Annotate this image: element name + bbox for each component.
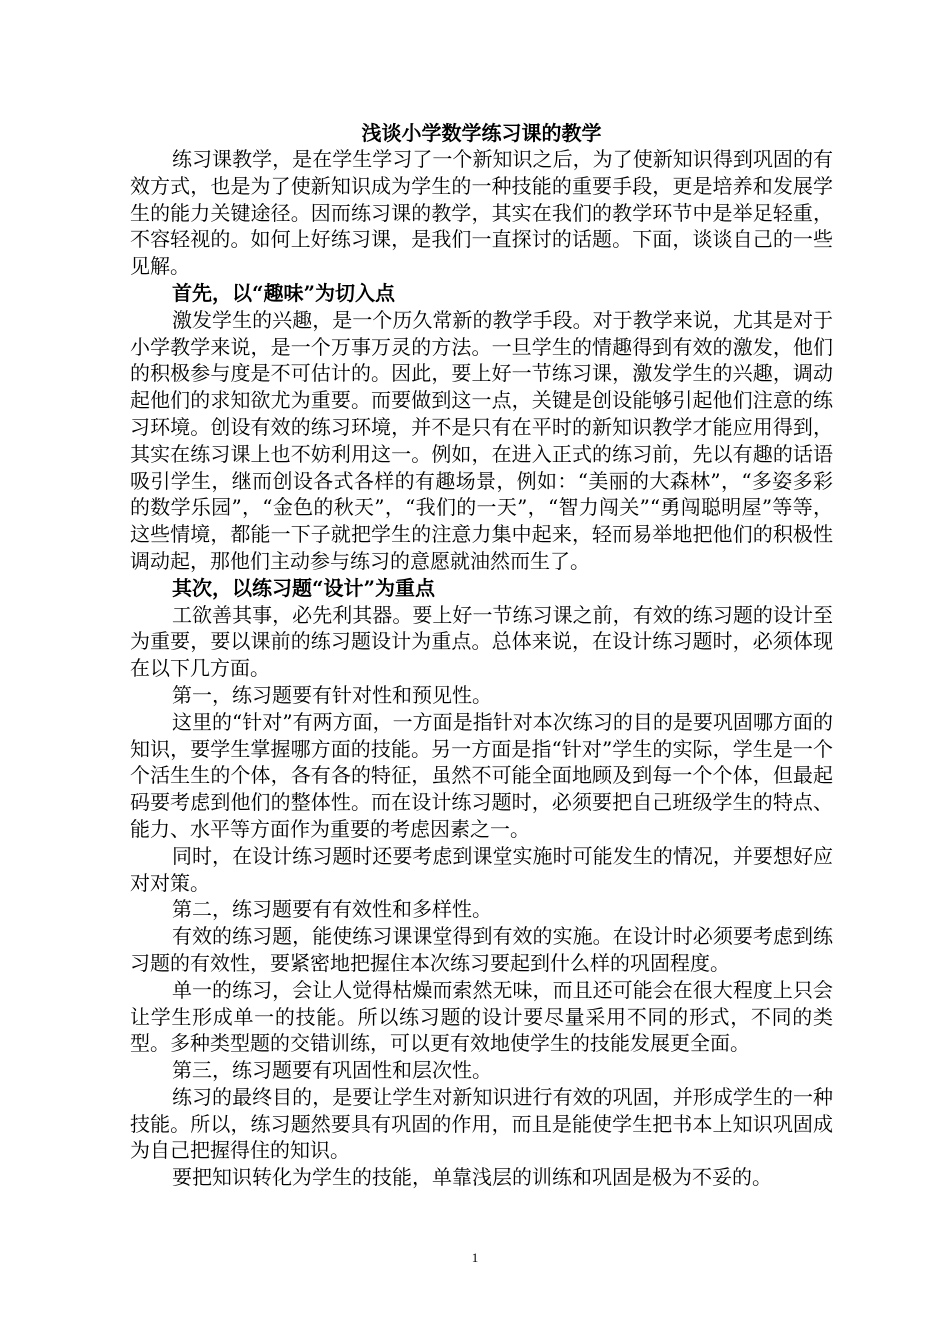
paragraph-variety: 单一的练习，会让人觉得枯燥而索然无味，而且还可能会在很大程度上只会让学生形成单一的技能。所以练习题的设计要尽量采用不同的形式，不同的类型。多种类型题的交错训练，可以更有效地使学生的技能发展更全面。: [130, 977, 833, 1056]
paragraph-point-two: 第二，练习题要有有效性和多样性。: [172, 897, 492, 922]
paragraph-effectiveness: 有效的练习题，能使练习课课堂得到有效的实施。在设计时必须要考虑到练习题的有效性，要紧密地把握住本次练习要起到什么样的巩固程度。: [130, 924, 833, 975]
paragraph-point-three: 第三，练习题要有巩固性和层次性。: [172, 1058, 492, 1083]
paragraph-contingency: 同时，在设计练习题时还要考虑到课堂实施时可能发生的情况，并要想好应对对策。: [130, 843, 833, 895]
paragraph-depth: 要把知识转化为学生的技能，单靠浅层的训练和巩固是极为不妥的。: [172, 1165, 772, 1190]
paragraph-point-one: 第一，练习题要有针对性和预见性。: [172, 682, 492, 707]
page-number: 1: [471, 1250, 479, 1265]
paragraph-consolidation: 练习的最终目的，是要让学生对新知识进行有效的巩固，并形成学生的一种技能。所以，练习题然要具有巩固的作用，而且是能使学生把书本上知识巩固成为自己把握得住的知识。: [130, 1084, 833, 1163]
document-title: 浅谈小学数学练习课的教学: [361, 121, 602, 145]
paragraph-targeting: 这里的“针对”有两方面，一方面是指针对本次练习的目的是要巩固哪方面的知识，要学生掌握哪方面的技能。另一方面是指“针对”学生的实际，学生是一个个活生生的个体，各有各的特征，虽然不可能全面地顾及到每一个个体，但最起码要考虑到他们的整体性。而在设计练习题时，必须要把自己班级学生的特点、能力、水平等方面作为重要的考虑因素之一。: [130, 709, 833, 841]
section-heading-interest: 首先，以“趣味”为切入点: [172, 280, 396, 305]
paragraph-intro: 练习课教学，是在学生学习了一个新知识之后，为了使新知识得到巩固的有效方式，也是为了使新知识成为学生的一种技能的重要手段，更是培养和发展学生的能力关键途径。因而练习课的教学，其实在我们的教学环节中是举足轻重，不容轻视的。如何上好练习课，是我们一直探讨的话题。下面，谈谈自己的一些见解。: [130, 147, 833, 279]
paragraph-design-intro: 工欲善其事，必先利其器。要上好一节练习课之前，有效的练习题的设计至为重要，要以课前的练习题设计为重点。总体来说，在设计练习题时，必须体现在以下几方面。: [130, 602, 833, 681]
document-page: [130, 120, 833, 1191]
paragraph-interest: 激发学生的兴趣，是一个历久常新的教学手段。对于教学来说，尤其是对于小学教学来说，是一个万事万灵的方法。一旦学生的情趣得到有效的激发，他们的积极参与度是不可估计的。因此，要上好一节练习课，激发学生的兴趣，调动起他们的求知欲尤为重要。而要做到这一点，关键是创设能够引起他们注意的练习环境。创设有效的练习环境，并不是只有在平时的新知识教学才能应用得到，其实在练习课上也不妨利用这一。例如，在进入正式的练习前，先以有趣的话语吸引学生，继而创设各式各样的有趣场景，例如：“美丽的大森林”，“多姿多彩的数学乐园”，“金色的秋天”，“我们的一天”，“智力闯关”“勇闯聪明屋”等等，这些情境，都能一下子就把学生的注意力集中起来，轻而易举地把他们的积极性调动起，那他们主动参与练习的意愿就油然而生了。: [130, 307, 833, 573]
section-heading-design: 其次，以练习题“设计”为重点: [172, 575, 436, 600]
